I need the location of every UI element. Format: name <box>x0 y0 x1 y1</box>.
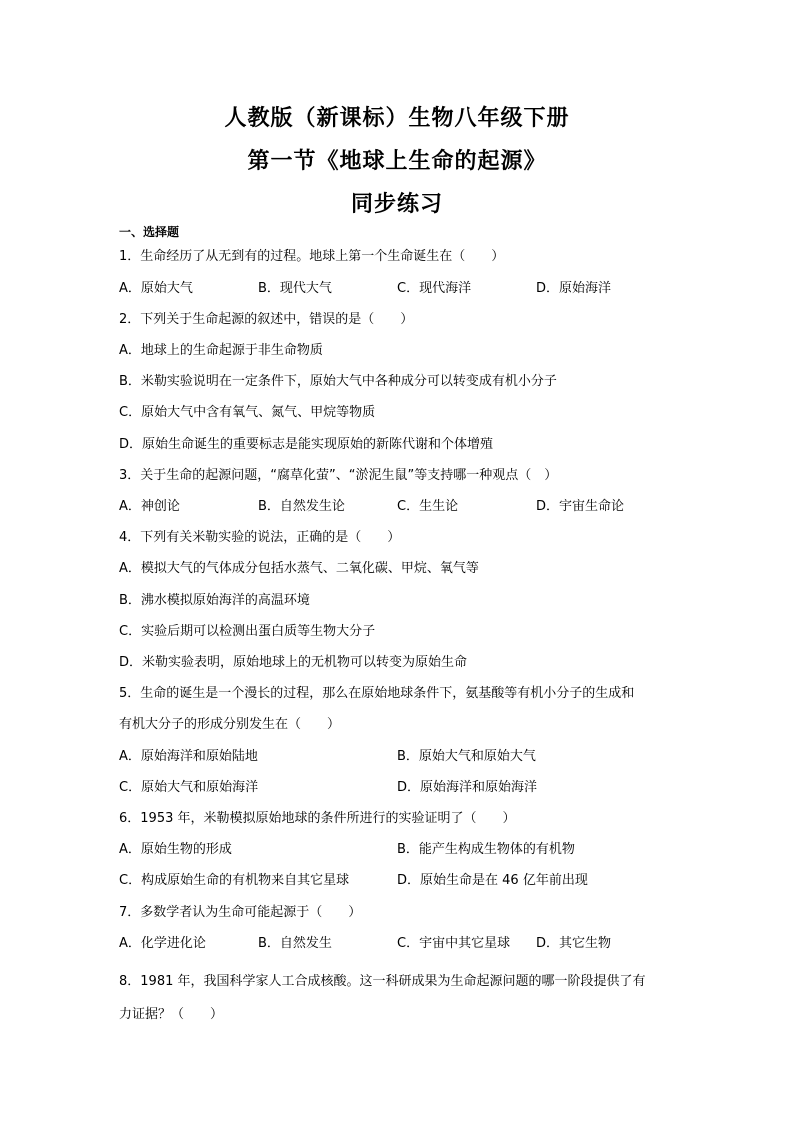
question-1-option-a: A．原始大气 <box>119 281 193 296</box>
question-2-option-a: A．地球上的生命起源于非生命物质 <box>119 343 323 358</box>
question-6-option-c: C．构成原始生命的有机物来自其它星球 <box>119 873 350 888</box>
question-4-option-c: C．实验后期可以检测出蛋白质等生物大分子 <box>119 624 376 639</box>
question-5-stem-cont: 有机大分子的形成分别发生在（ ） <box>119 717 341 732</box>
question-8-stem-cont: 力证据？（ ） <box>119 1007 224 1022</box>
question-5-option-a: A．原始海洋和原始陆地 <box>119 749 258 764</box>
question-7-option-c: C．宇宙中其它星球 <box>397 936 511 951</box>
question-8-stem: 8．1981 年，我国科学家人工合成核酸。这一科研成果为生命起源问题的哪一阶段提供了有 <box>119 974 646 989</box>
question-3-stem: 3．关于生命的起源问题，“腐草化萤”、“淤泥生鼠”等支持哪一种观点（ ） <box>119 468 558 483</box>
question-2-option-d: D．原始生命诞生的重要标志是能实现原始的新陈代谢和个体增殖 <box>119 437 494 452</box>
question-6-option-b: B．能产生构成生物体的有机物 <box>397 842 575 857</box>
question-3-option-a: A．神创论 <box>119 499 180 514</box>
question-3-option-b: B．自然发生论 <box>258 499 345 514</box>
question-4-option-b: B．沸水模拟原始海洋的高温环境 <box>119 593 310 608</box>
question-4-option-d: D．米勒实验表明，原始地球上的无机物可以转变为原始生命 <box>119 655 468 670</box>
question-3-option-d: D．宇宙生命论 <box>536 499 625 514</box>
document-subtitle: 第一节《地球上生命的起源》 <box>247 148 547 174</box>
section-heading: 一、选择题 <box>119 225 180 239</box>
question-2-option-c: C．原始大气中含有氧气、氮气、甲烷等物质 <box>119 405 376 420</box>
question-3-option-c: C．生生论 <box>397 499 459 514</box>
question-4-stem: 4．下列有关米勒实验的说法，正确的是（ ） <box>119 530 401 545</box>
question-7-option-d: D．其它生物 <box>536 936 612 951</box>
question-5-stem: 5．生命的诞生是一个漫长的过程，那么在原始地球条件下，氨基酸等有机小分子的生成和 <box>119 686 635 701</box>
question-7-option-a: A．化学进化论 <box>119 936 206 951</box>
question-6-stem: 6．1953 年，米勒模拟原始地球的条件所进行的实验证明了（ ） <box>119 811 516 826</box>
question-7-option-b: B．自然发生 <box>258 936 332 951</box>
question-1-option-c: C．现代海洋 <box>397 281 472 296</box>
question-7-stem: 7．多数学者认为生命可能起源于（ ） <box>119 905 362 920</box>
question-6-option-a: A．原始生物的形成 <box>119 842 232 857</box>
question-5-option-c: C．原始大气和原始海洋 <box>119 780 259 795</box>
document-title: 人教版（新课标）生物八年级下册 <box>224 105 570 131</box>
question-5-option-b: B．原始大气和原始大气 <box>397 749 536 764</box>
question-5-option-d: D．原始海洋和原始海洋 <box>397 780 538 795</box>
question-1-option-b: B．现代大气 <box>258 281 332 296</box>
question-2-stem: 2．下列关于生命起源的叙述中，错误的是（ ） <box>119 312 414 327</box>
question-1-stem: 1．生命经历了从无到有的过程。地球上第一个生命诞生在（ ） <box>119 249 505 264</box>
question-2-option-b: B．米勒实验说明在一定条件下，原始大气中各种成分可以转变成有机小分子 <box>119 374 557 389</box>
question-1-option-d: D．原始海洋 <box>536 281 612 296</box>
question-4-option-a: A．模拟大气的气体成分包括水蒸气、二氧化碳、甲烷、氧气等 <box>119 561 479 576</box>
document-subtitle-2: 同步练习 <box>350 191 443 217</box>
question-6-option-d: D．原始生命是在 46 亿年前出现 <box>397 873 588 888</box>
